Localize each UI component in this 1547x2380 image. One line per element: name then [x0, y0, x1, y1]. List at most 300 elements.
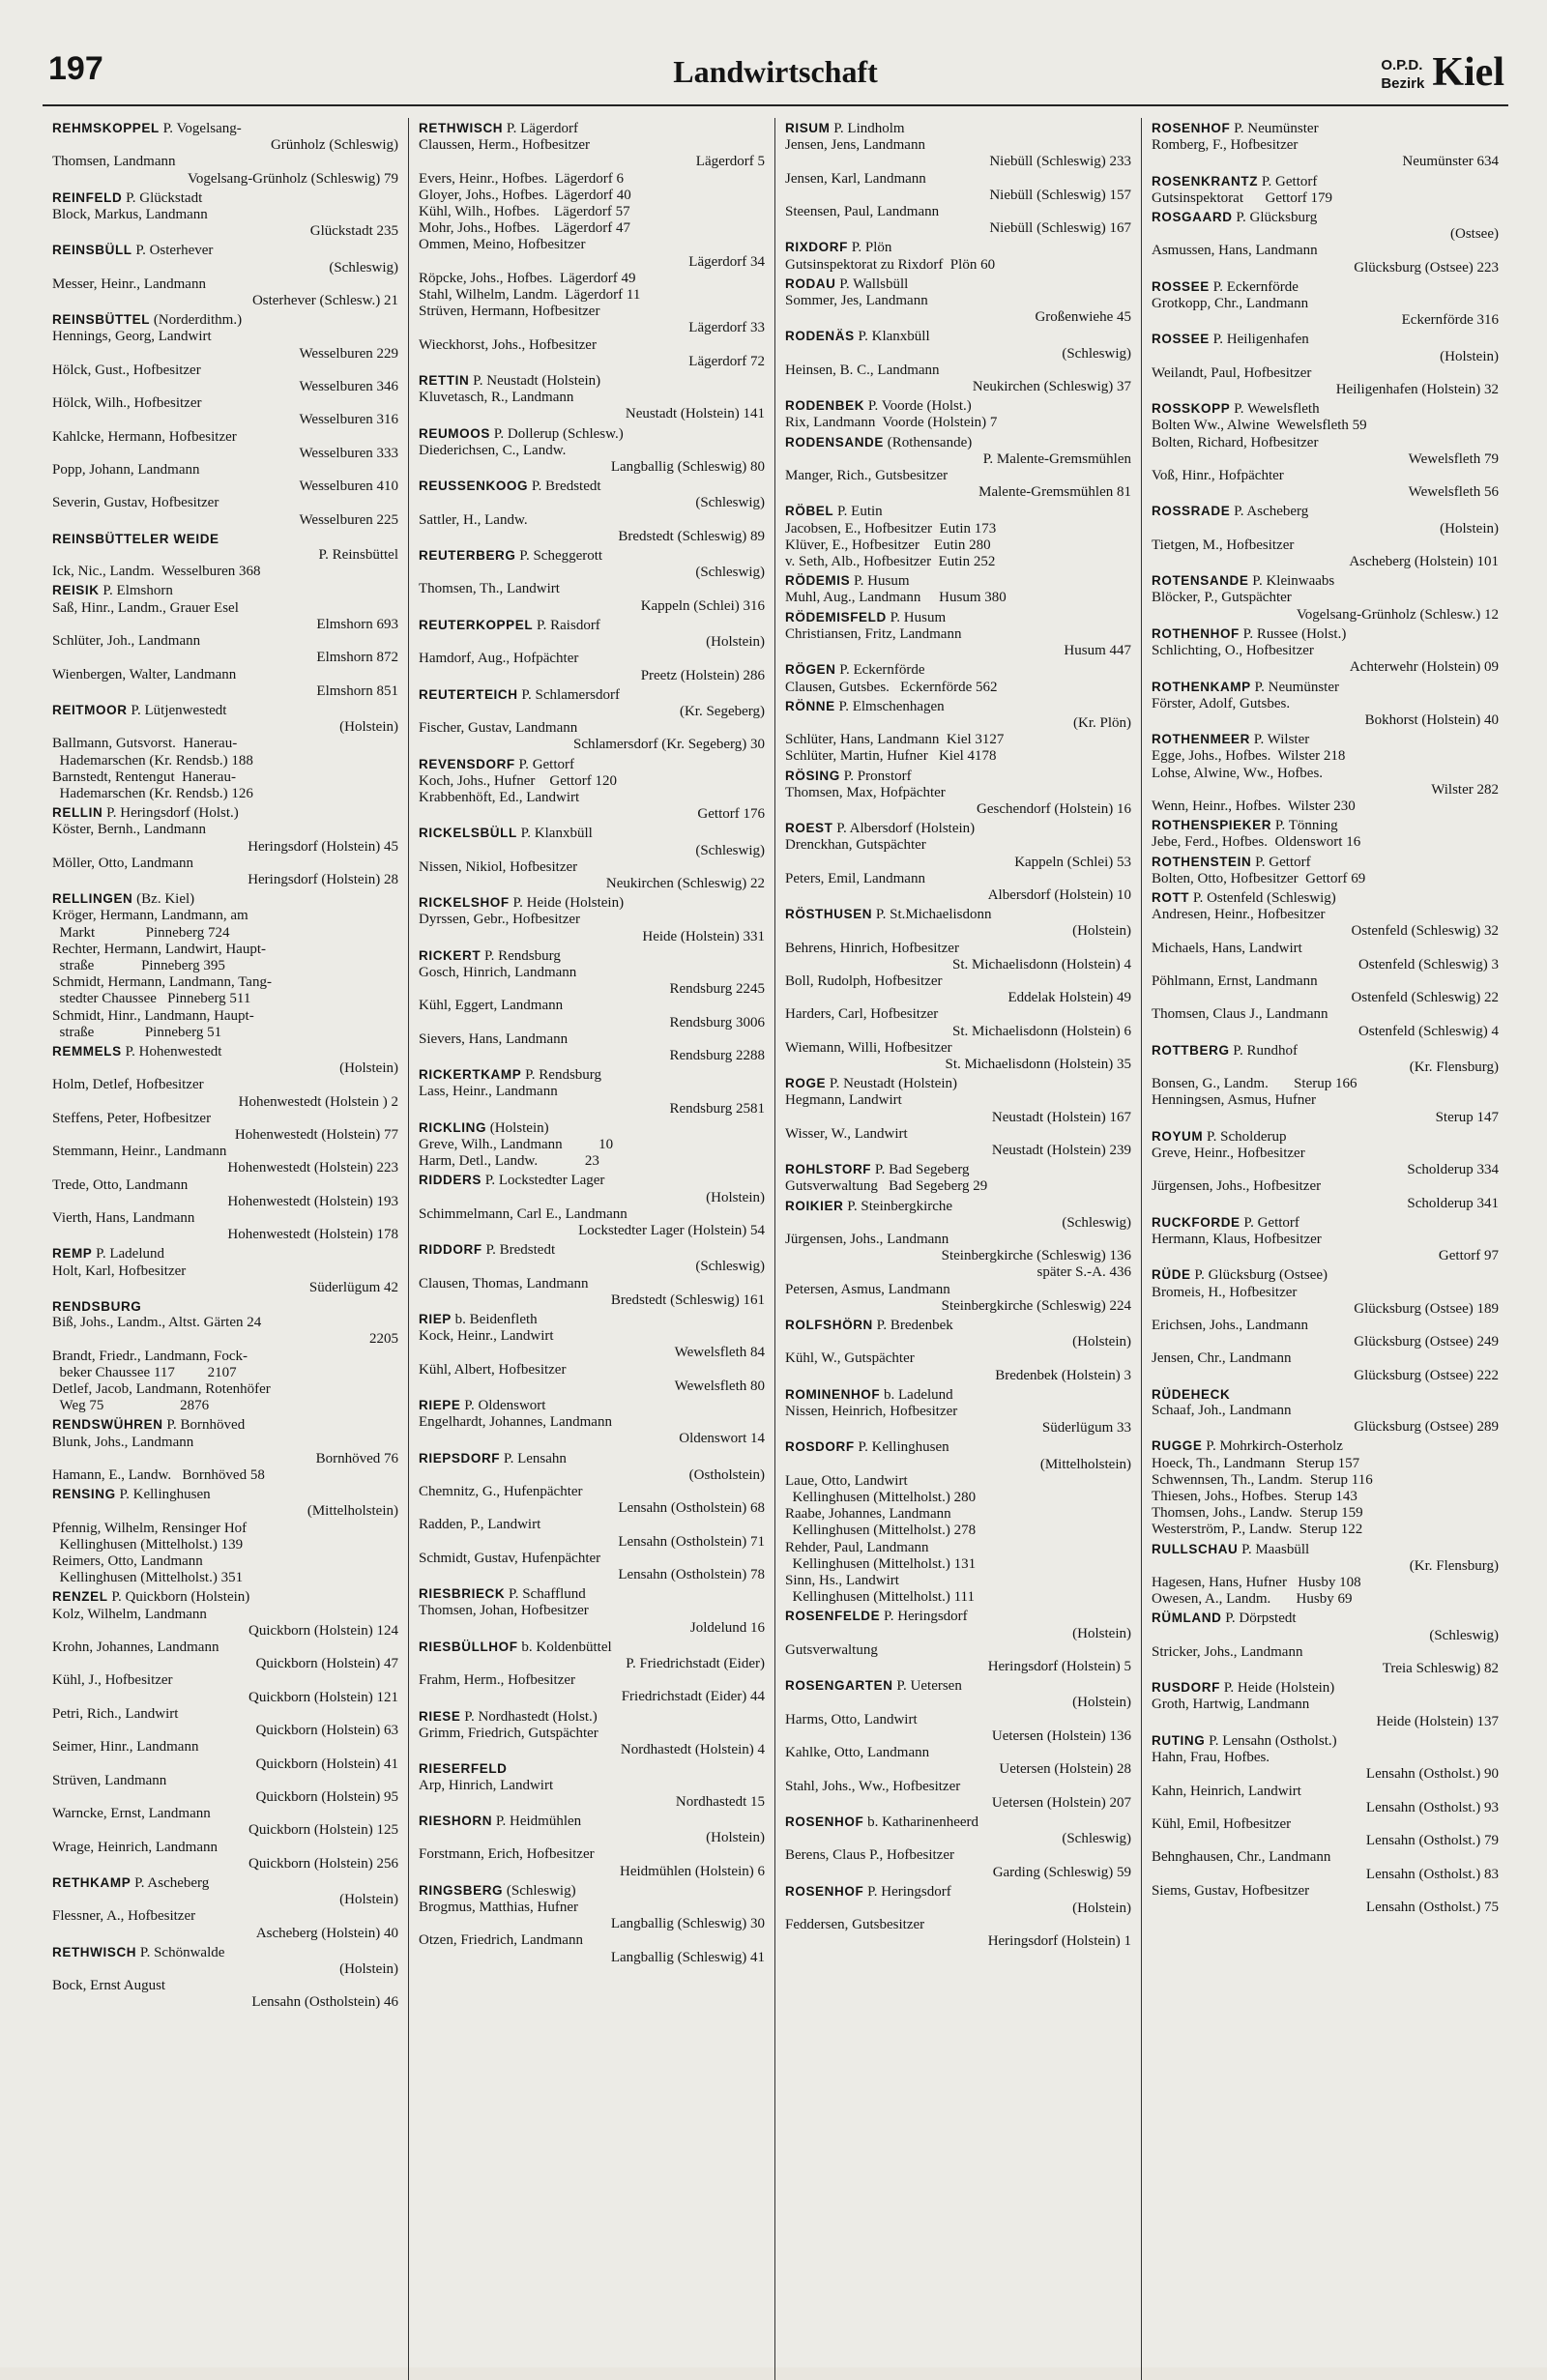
place-name: RIEPSDORF — [419, 1450, 501, 1466]
entry-line: Wrage, Heinrich, Landmann — [52, 1839, 218, 1855]
place-postal: P. Ascheberg — [1230, 504, 1309, 520]
entry-line: Groth, Hartwig, Landmann — [1152, 1697, 1310, 1713]
place-heading — [52, 1245, 398, 1263]
entry-location: Bredstedt (Schleswig) 89 — [618, 528, 765, 544]
entry-location: Steinbergkirche (Schleswig) 224 — [941, 1297, 1131, 1314]
entry-line: Hölck, Wilh., Hofbesitzer — [52, 395, 202, 412]
entry-line: Schaaf, Joh., Landmann — [1152, 1403, 1292, 1419]
place-postal: P. Glücksburg — [1232, 210, 1318, 226]
entry-line: Evers, Heinr., Hofbes. Lägerdorf 6 — [419, 170, 625, 187]
entry-location: Neukirchen (Schleswig) 37 — [972, 379, 1131, 395]
entry-location: Süderlügum 33 — [1041, 1420, 1131, 1437]
entry-line: Förster, Adolf, Gutsbes. — [1152, 695, 1291, 711]
place-name: RODENÄS — [785, 329, 855, 344]
entry-line: Henningsen, Asmus, Hufner — [1152, 1092, 1316, 1109]
place-heading — [52, 702, 398, 719]
entry-line: Radden, P., Landwirt — [419, 1517, 541, 1533]
entry-location: Neustadt (Holstein) 239 — [991, 1142, 1131, 1158]
entry-line: Thomsen, Th., Landwirt — [419, 581, 560, 597]
place-name: RETHKAMP — [52, 1874, 131, 1890]
place-postal: (Norderdithm.) — [150, 312, 243, 329]
place-heading — [1152, 120, 1499, 137]
entry-line: Schlüter, Joh., Landmann — [52, 633, 201, 650]
entry-line: Gosch, Hinrich, Landmann — [419, 964, 577, 980]
place-heading — [1152, 1042, 1499, 1059]
entry-line: Holt, Karl, Hofbesitzer — [52, 1263, 187, 1279]
place-name: RETHWISCH — [52, 1944, 137, 1959]
place-heading — [1152, 400, 1499, 418]
place-postal: P. Wallsbüll — [835, 276, 909, 292]
entry-location: Wewelsfleth 79 — [1408, 450, 1499, 467]
entry-location: Quickborn (Holstein) 95 — [255, 1788, 398, 1805]
entry-location: Heringsdorf (Holstein) 28 — [248, 871, 398, 887]
place-heading — [419, 686, 765, 704]
place-postal: P. Klanxbüll — [854, 329, 930, 345]
entry-location: (Holstein) — [1440, 348, 1499, 364]
entry-line: Hoeck, Th., Landmann Sterup 157 — [1152, 1455, 1360, 1471]
entry-location: (Schleswig) — [695, 495, 765, 511]
place-heading — [419, 120, 765, 137]
place-postal: (Holstein) — [486, 1119, 549, 1136]
entry-line: Weg 75 2876 — [52, 1398, 210, 1414]
column-4 — [1142, 118, 1508, 2380]
entry-location: Achterwehr (Holstein) 09 — [1349, 659, 1499, 676]
place-name: ROTHENKAMP — [1152, 679, 1251, 694]
entry-line: Kühl, Emil, Hofbesitzer — [1152, 1815, 1292, 1832]
entry-location: Langballig (Schleswig) 41 — [610, 1949, 765, 1965]
place-heading — [785, 906, 1131, 923]
entry-location: Lägerdorf 72 — [688, 353, 765, 369]
place-name: RIESERFELD — [419, 1761, 508, 1777]
entry-location: Garding (Schleswig) 59 — [992, 1864, 1131, 1880]
entry-location: Geschendorf (Holstein) 16 — [977, 800, 1131, 817]
place-postal: P. Bornhöved — [162, 1417, 246, 1434]
place-heading — [785, 1075, 1131, 1092]
entry-line: Brandt, Friedr., Landmann, Fock- — [52, 1348, 248, 1364]
entry-line: Koch, Johs., Hufner Gettorf 120 — [419, 772, 617, 789]
entry-location: später S.-A. 436 — [1036, 1264, 1131, 1281]
place-heading — [52, 1588, 398, 1606]
entry-line: Kluvetasch, R., Landmann — [419, 390, 574, 406]
entry-line: Kühl, Albert, Hofbesitzer — [419, 1361, 567, 1378]
place-name: ROTHENSTEIN — [1152, 854, 1252, 869]
place-heading — [419, 1760, 765, 1777]
entry-line: Gutsverwaltung Bad Segeberg 29 — [785, 1178, 988, 1195]
place-postal: P. Heide (Holstein) — [1219, 1680, 1335, 1697]
entry-line: Kellinghusen (Mittelholst.) 351 — [52, 1570, 244, 1586]
place-postal: P. Dörpstedt — [1221, 1611, 1297, 1627]
place-name: ROSENFELDE — [785, 1609, 881, 1624]
place-name: RICKERT — [419, 947, 482, 963]
place-postal: P. Neustadt (Holstein) — [469, 373, 601, 390]
entry-location: Nordhastedt 15 — [675, 1793, 765, 1810]
entry-line: Hamann, E., Landw. Bornhöved 58 — [52, 1467, 265, 1484]
place-heading — [1152, 572, 1499, 590]
place-name: RUSDORF — [1152, 1680, 1220, 1696]
entry-location: Sterup 147 — [1435, 1109, 1499, 1125]
entry-location: Quickborn (Holstein) 63 — [255, 1723, 398, 1739]
place-postal: P. Russee (Holst.) — [1239, 625, 1347, 642]
place-postal: P. Klanxbüll — [516, 826, 593, 842]
place-name: ROSENHOF — [785, 1814, 864, 1829]
place-name: RELLINGEN — [52, 891, 133, 907]
entry-line: Hölck, Gust., Hofbesitzer — [52, 362, 201, 378]
place-heading — [785, 1677, 1131, 1695]
entry-line: Nissen, Heinrich, Hofbesitzer — [785, 1404, 958, 1420]
place-postal: P. Gettorf — [1240, 1214, 1299, 1231]
entry-location: Steinbergkirche (Schleswig) 136 — [941, 1248, 1131, 1264]
place-heading — [52, 582, 398, 599]
entry-line: Drenckhan, Gutspächter — [785, 837, 926, 854]
place-name: RELLIN — [52, 805, 103, 821]
entry-line: stedter Chaussee Pinneberg 511 — [52, 991, 251, 1007]
entry-line: Schlüter, Hans, Landmann Kiel 3127 — [785, 732, 1005, 748]
place-name: ROEST — [785, 821, 833, 836]
entry-line: Muhl, Aug., Landmann Husum 380 — [785, 590, 1007, 606]
entry-location: (Holstein) — [1072, 1695, 1131, 1711]
entry-location: Rendsburg 2245 — [669, 981, 765, 998]
entry-location: Quickborn (Holstein) 47 — [255, 1656, 398, 1672]
place-postal: P. Rundhof — [1229, 1042, 1298, 1059]
place-postal: (Rothensande) — [884, 434, 973, 450]
entry-location: Ascheberg (Holstein) 40 — [255, 1925, 398, 1941]
place-heading — [785, 820, 1131, 837]
entry-location: Quickborn (Holstein) 124 — [248, 1622, 398, 1639]
place-postal: P. Maasbüll — [1238, 1541, 1310, 1557]
entry-location: Lensahn (Ostholstein) 71 — [618, 1533, 765, 1550]
place-name: RODENSANDE — [785, 434, 885, 450]
entry-location: Heiligenhafen (Holstein) 32 — [1335, 382, 1499, 398]
entry-line: Kahlke, Otto, Landmann — [785, 1745, 930, 1761]
place-heading — [785, 661, 1131, 679]
entry-location: Scholderup 334 — [1407, 1162, 1499, 1178]
place-heading — [419, 1119, 765, 1137]
entry-location: Wilster 282 — [1431, 781, 1499, 798]
place-name: ROSDORF — [785, 1439, 855, 1455]
entry-line: Rix, Landmann Voorde (Holstein) 7 — [785, 415, 998, 431]
place-heading — [785, 397, 1131, 415]
entry-line: Warncke, Ernst, Landmann — [52, 1806, 211, 1822]
entry-location: Schlamersdorf (Kr. Segeberg) 30 — [572, 737, 765, 753]
place-heading — [785, 239, 1131, 256]
place-postal: P. Pronstorf — [839, 768, 912, 784]
entry-location: (Holstein) — [1072, 1625, 1131, 1641]
place-name: ROSGAARD — [1152, 210, 1233, 225]
place-name: REUMOOS — [419, 425, 490, 441]
entry-line: Hademarschen (Kr. Rendsb.) 126 — [52, 785, 253, 801]
place-name: RICKERTKAMP — [419, 1067, 522, 1083]
entry-location: (Kr. Plön) — [1073, 714, 1131, 731]
place-heading — [785, 276, 1131, 293]
entry-line: Hegmann, Landwirt — [785, 1092, 902, 1109]
entry-line: Thomsen, Johs., Landw. Sterup 159 — [1152, 1505, 1363, 1522]
entry-location: Süderlügum 42 — [308, 1279, 398, 1295]
place-postal: P. Plön — [847, 240, 892, 256]
entry-location: Wewelsfleth 56 — [1408, 484, 1499, 501]
entry-line: Greve, Wilh., Landmann 10 — [419, 1136, 614, 1152]
entry-location: St. Michaelisdonn (Holstein) 6 — [952, 1023, 1131, 1039]
place-heading — [419, 825, 765, 842]
entry-line: Tietgen, M., Hofbesitzer — [1152, 537, 1295, 553]
place-name: RÖSING — [785, 768, 840, 783]
column-2 — [409, 118, 775, 2380]
entry-location: Nordhastedt (Holstein) 4 — [620, 1742, 765, 1758]
entry-location: Uetersen (Holstein) 136 — [991, 1727, 1131, 1744]
entry-line: Stahl, Wilhelm, Landm. Lägerdorf 11 — [419, 287, 641, 304]
place-heading — [1152, 889, 1499, 907]
place-heading — [785, 120, 1131, 137]
place-heading — [52, 1874, 398, 1892]
entry-location: Elmshorn 851 — [316, 682, 398, 699]
place-postal: P. Hohenwestedt — [121, 1043, 222, 1059]
place-heading — [1152, 331, 1499, 348]
place-heading — [1152, 1610, 1499, 1627]
entry-location: Hohenwestedt (Holstein) 193 — [227, 1193, 398, 1209]
place-name: ROGE — [785, 1076, 827, 1091]
entry-location: Vogelsang-Grünholz (Schlesw.) 12 — [1296, 606, 1499, 623]
place-name: RIDDERS — [419, 1173, 482, 1188]
entry-line: Bolten, Richard, Hofbesitzer — [1152, 434, 1319, 450]
entry-location: Husum 447 — [1064, 643, 1131, 659]
entry-location: Glückstadt 235 — [309, 223, 398, 240]
place-name: REINSBÜLL — [52, 243, 132, 258]
entry-line: Seimer, Hinr., Landmann — [52, 1739, 199, 1756]
entry-line: Harms, Otto, Landwirt — [785, 1711, 918, 1727]
place-heading — [1152, 854, 1499, 871]
entry-location: Treia Schleswig) 82 — [1382, 1661, 1499, 1677]
place-postal: P. Nordhastedt (Holst.) — [460, 1708, 598, 1725]
entry-line: Weilandt, Paul, Hofbesitzer — [1152, 364, 1312, 381]
entry-line: Schlüter, Martin, Hufner Kiel 4178 — [785, 748, 997, 765]
place-name: REISIK — [52, 583, 100, 598]
place-heading — [1152, 1437, 1499, 1455]
place-postal: P. Mohrkirch-Osterholz — [1202, 1438, 1343, 1455]
place-postal: P. Scholderup — [1203, 1128, 1287, 1145]
entry-line: Kröger, Hermann, Landmann, am — [52, 908, 248, 924]
entry-location: Wesselburen 225 — [299, 511, 398, 528]
place-heading — [785, 434, 1131, 451]
place-heading — [52, 1486, 398, 1503]
place-name: ROSENHOF — [1152, 121, 1231, 135]
place-postal: P. Bredenbek — [872, 1318, 953, 1334]
entry-location: Quickborn (Holstein) 256 — [248, 1855, 398, 1872]
place-postal: P. Lensahn — [500, 1450, 567, 1466]
page-number: 197 — [48, 50, 103, 87]
entry-line: beker Chaussee 117 2107 — [52, 1364, 237, 1380]
place-name: ROTTBERG — [1152, 1042, 1230, 1058]
entry-line: straße Pinneberg 51 — [52, 1024, 222, 1040]
place-heading — [52, 242, 398, 259]
entry-line: Blunk, Johs., Landmann — [52, 1434, 194, 1450]
entry-location: Kappeln (Schlei) 53 — [1014, 854, 1131, 870]
place-postal: b. Ladelund — [880, 1386, 953, 1403]
entry-location: Lensahn (Ostholstein) 68 — [618, 1500, 765, 1517]
entry-location: (Schleswig) — [1062, 1831, 1131, 1847]
entry-line: Clausen, Gutsbes. Eckernförde 562 — [785, 679, 998, 695]
entry-line: Harders, Carl, Hofbesitzer — [785, 1006, 939, 1023]
place-heading — [785, 572, 1131, 590]
entry-location: Großenwiehe 45 — [1035, 309, 1131, 326]
place-heading — [1152, 173, 1499, 190]
entry-line: Reimers, Otto, Landmann — [52, 1553, 203, 1570]
place-heading — [785, 503, 1131, 520]
entry-line: Fischer, Gustav, Landmann — [419, 720, 578, 737]
place-heading — [52, 1416, 398, 1434]
place-name: RETHWISCH — [419, 121, 504, 135]
place-postal: P. Ladelund — [92, 1246, 164, 1263]
entry-location: (Holstein) — [1072, 1900, 1131, 1916]
place-postal: P. Rendsburg — [521, 1067, 602, 1084]
place-name: ROTENSANDE — [1152, 573, 1249, 589]
entry-line: Sattler, H., Landw. — [419, 511, 528, 528]
place-name: ROSENGARTEN — [785, 1678, 893, 1694]
entry-line: Wieckhorst, Johs., Hofbesitzer — [419, 336, 597, 353]
place-name: ROHLSTORF — [785, 1162, 872, 1177]
place-postal: P. Kellinghusen — [115, 1487, 211, 1503]
entry-location: Wesselburen 316 — [299, 412, 398, 428]
place-postal: P. Glückstadt — [122, 189, 203, 206]
place-postal: P. Elmschenhagen — [834, 698, 945, 714]
place-heading — [52, 1944, 398, 1961]
entry-location: Wesselburen 333 — [299, 445, 398, 461]
entry-line: Rehder, Paul, Landmann — [785, 1539, 929, 1555]
place-name: ROSENHOF — [785, 1883, 864, 1899]
entry-location: Lensahn (Ostholst.) 75 — [1365, 1899, 1499, 1915]
place-postal: P. Voorde (Holst.) — [864, 398, 972, 415]
place-postal: P. Schlamersdorf — [517, 686, 621, 703]
place-heading — [419, 756, 765, 773]
place-name: ROSSRADE — [1152, 504, 1231, 519]
entry-line: Chemnitz, G., Hufenpächter — [419, 1484, 583, 1500]
entry-location: St. Michaelisdonn (Holstein) 4 — [952, 956, 1131, 972]
place-name: RENSING — [52, 1487, 116, 1502]
district-city: Kiel — [1432, 50, 1504, 95]
entry-location: P. Friedrichstadt (Eider) — [626, 1656, 765, 1672]
entry-line: Behrens, Hinrich, Hofbesitzer — [785, 940, 959, 956]
entry-line: Thomsen, Johan, Hofbesitzer — [419, 1603, 589, 1619]
entry-location: Malente-Gremsmühlen 81 — [978, 484, 1131, 501]
place-name: RICKELSHOF — [419, 895, 510, 911]
entry-location: Elmshorn 872 — [316, 650, 398, 666]
entry-location: Quickborn (Holstein) 125 — [248, 1822, 398, 1839]
entry-line: Kellinghusen (Mittelholst.) 280 — [785, 1490, 977, 1506]
entry-location: (Schleswig) — [329, 259, 398, 276]
columns — [43, 118, 1508, 2380]
place-name: ROYUM — [1152, 1128, 1204, 1144]
place-name: RÜMLAND — [1152, 1611, 1222, 1626]
entry-location: Langballig (Schleswig) 30 — [610, 1916, 765, 1932]
entry-line: Arp, Hinrich, Landwirt — [419, 1777, 554, 1793]
entry-location: Rendsburg 2288 — [669, 1047, 765, 1063]
entry-line: Holm, Detlef, Hofbesitzer — [52, 1077, 204, 1093]
place-postal: P. Schafflund — [505, 1586, 586, 1603]
place-name: REHMSKOPPEL — [52, 121, 160, 135]
place-name: REVENSDORF — [419, 756, 515, 771]
entry-location: Ostenfeld (Schleswig) 3 — [1358, 956, 1499, 972]
entry-line: Brogmus, Matthias, Hufner — [419, 1899, 578, 1915]
entry-line: Thomsen, Max, Hofpächter — [785, 784, 946, 800]
entry-line: Petri, Rich., Landwirt — [52, 1705, 179, 1722]
place-heading — [1152, 731, 1499, 748]
place-heading — [52, 1043, 398, 1060]
entry-line: Kühl, Wilh., Hofbes. Lägerdorf 57 — [419, 204, 630, 220]
entry-line: Grimm, Friedrich, Gutspächter — [419, 1725, 598, 1741]
place-postal: P. Neustadt (Holstein) — [826, 1076, 957, 1092]
place-heading — [1152, 1128, 1499, 1146]
entry-location: Hohenwestedt (Holstein) 77 — [234, 1126, 398, 1143]
entry-location: Quickborn (Holstein) 121 — [248, 1689, 398, 1705]
place-postal: P. Heidmühlen — [492, 1813, 582, 1829]
entry-location: Uetersen (Holstein) 28 — [999, 1761, 1131, 1778]
entry-location: Lensahn (Ostholst.) 90 — [1365, 1766, 1499, 1783]
entry-line: Petersen, Asmus, Landmann — [785, 1281, 950, 1297]
place-postal: P. Kleinwaabs — [1248, 573, 1335, 590]
entry-line: Laue, Otto, Landwirt — [785, 1472, 908, 1489]
entry-line: Messer, Heinr., Landmann — [52, 276, 206, 292]
place-postal: P. Rendsburg — [481, 947, 561, 964]
place-name: RIESBRIECK — [419, 1586, 506, 1602]
entry-line: Detlef, Jacob, Landmann, Rotenhöfer — [52, 1381, 271, 1398]
entry-location: P. Reinsbüttel — [318, 547, 398, 564]
place-name: REMP — [52, 1246, 93, 1262]
place-postal: (Schleswig) — [503, 1882, 576, 1899]
place-name: RIESHORN — [419, 1813, 493, 1828]
entry-line: Gutsinspektorat zu Rixdorf Plön 60 — [785, 256, 996, 273]
place-heading — [1152, 1541, 1499, 1558]
entry-line: Strüven, Landmann — [52, 1772, 167, 1788]
entry-location: Lensahn (Ostholst.) 79 — [1365, 1833, 1499, 1849]
entry-line: Nissen, Nikiol, Hofbesitzer — [419, 858, 578, 875]
place-postal: P. Schönwalde — [136, 1944, 225, 1960]
entry-location: Heringsdorf (Holstein) 45 — [248, 838, 398, 855]
place-name: ROSENKRANTZ — [1152, 173, 1259, 189]
place-name: RÖGEN — [785, 662, 836, 678]
entry-location: Lägerdorf 33 — [688, 320, 765, 336]
entry-location: St. Michaelisdonn (Holstein) 35 — [945, 1056, 1131, 1072]
entry-line: Jensen, Jens, Landmann — [785, 137, 925, 154]
entry-location: Glücksburg (Ostsee) 289 — [1354, 1419, 1499, 1436]
place-heading — [419, 547, 765, 565]
entry-line: Gloyer, Johs., Hofbes. Lägerdorf 40 — [419, 187, 631, 203]
entry-location: Ostenfeld (Schleswig) 22 — [1351, 990, 1499, 1006]
place-postal: P. Wilster — [1250, 732, 1310, 748]
entry-line: Hagesen, Hans, Hufner Husby 108 — [1152, 1575, 1361, 1591]
entry-location: Langballig (Schleswig) 80 — [610, 459, 765, 476]
entry-line: v. Seth, Alb., Hofbesitzer Eutin 252 — [785, 554, 996, 570]
place-heading — [419, 1639, 765, 1656]
entry-line: Kühl, W., Gutspächter — [785, 1350, 915, 1367]
entry-location: Heringsdorf (Holstein) 5 — [987, 1659, 1131, 1675]
place-heading — [52, 189, 398, 207]
entry-location: Neumünster 634 — [1402, 154, 1499, 170]
place-heading — [419, 478, 765, 495]
entry-line: Kellinghusen (Mittelholst.) 131 — [785, 1555, 977, 1572]
place-postal: P. Neumünster — [1250, 679, 1339, 695]
place-heading — [419, 1397, 765, 1414]
entry-line: Ick, Nic., Landm. Wesselburen 368 — [52, 564, 261, 580]
place-heading — [1152, 625, 1499, 643]
entry-line: Barnstedt, Rentengut Hanerau- — [52, 769, 236, 785]
entry-location: Heide (Holstein) 331 — [642, 928, 765, 944]
place-name: RUTING — [1152, 1732, 1206, 1748]
entry-line: Kellinghusen (Mittelholst.) 278 — [785, 1523, 977, 1539]
place-postal: P. Uetersen — [892, 1678, 962, 1695]
entry-location: Uetersen (Holstein) 207 — [991, 1794, 1131, 1811]
place-heading — [1152, 278, 1499, 296]
entry-line: Kellinghusen (Mittelholst.) 139 — [52, 1536, 244, 1553]
entry-location: (Schleswig) — [695, 565, 765, 581]
entry-line: Thiesen, Johs., Hofbes. Sterup 143 — [1152, 1489, 1357, 1505]
